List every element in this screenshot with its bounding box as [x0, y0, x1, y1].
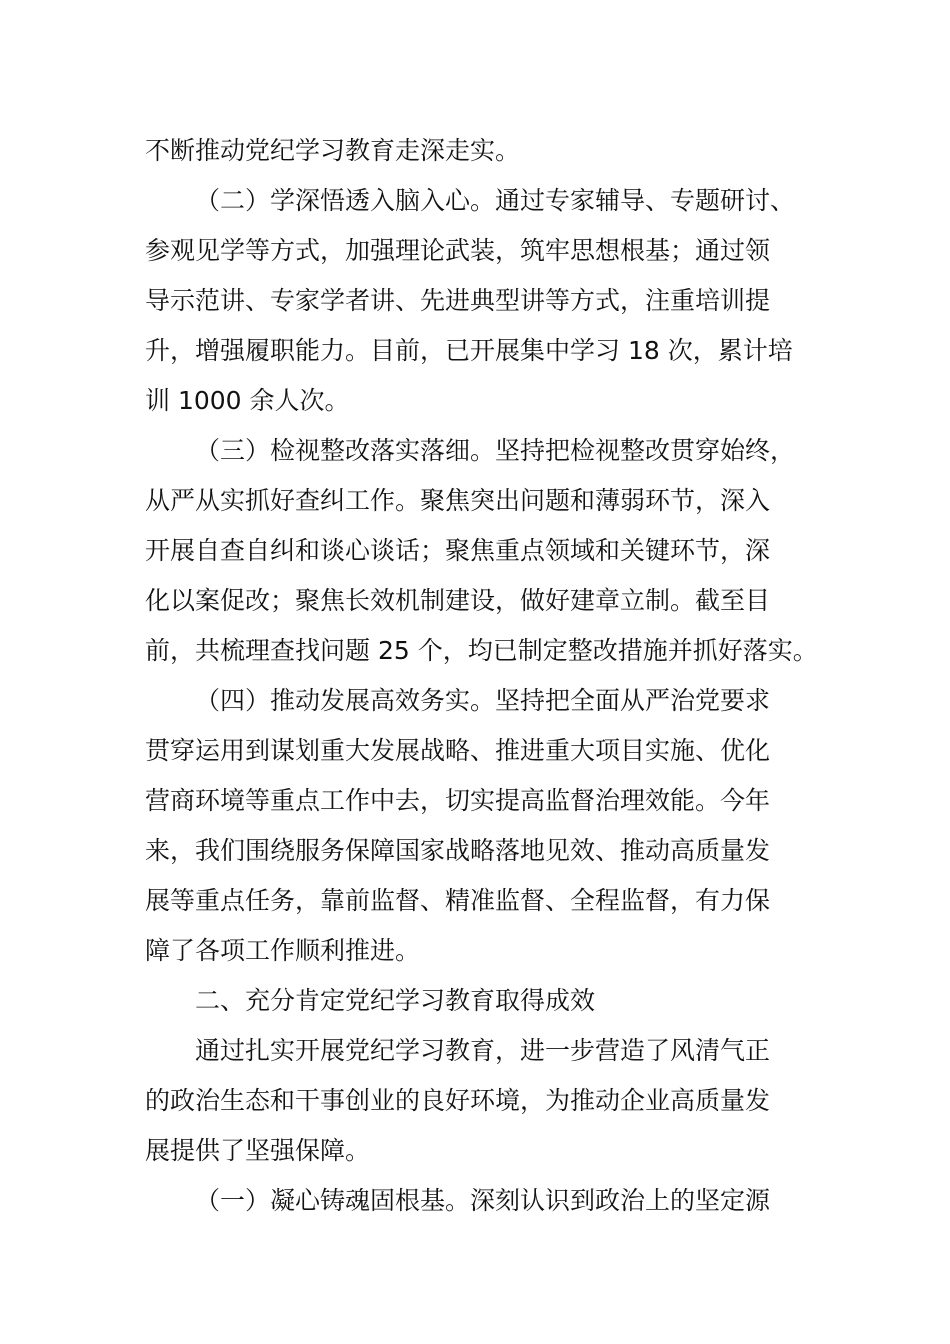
text-line: 不断推动党纪学习教育走深走实。: [145, 136, 521, 165]
text-line: 前，共梳理查找问题 25 个，均已制定整改措施并抓好落实。: [145, 636, 818, 665]
text-line: 障了各项工作顺利推进。: [145, 936, 421, 965]
text-line: 来，我们围绕服务保障国家战略落地见效、推动高质量发: [145, 836, 771, 865]
text-line: 展提供了坚强保障。: [145, 1136, 371, 1165]
text-line: 开展自查自纠和谈心谈话；聚焦重点领域和关键环节，深: [145, 536, 771, 565]
text-line: 升，增强履职能力。目前，已开展集中学习 18 次，累计培: [145, 336, 793, 365]
text-line: 导示范讲、专家学者讲、先进典型讲等方式，注重培训提: [145, 286, 771, 315]
section-heading-line: （三）检视整改落实落细。坚持把检视整改贯穿始终，: [195, 436, 796, 465]
text-line: 营商环境等重点工作中去，切实提高监督治理效能。今年: [145, 786, 771, 815]
text-line: 展等重点任务，靠前监督、精准监督、全程监督，有力保: [145, 886, 771, 915]
text-line: 的政治生态和干事创业的良好环境，为推动企业高质量发: [145, 1086, 771, 1115]
text-line: 训 1000 余人次。: [145, 386, 350, 415]
text-line: 贯穿运用到谋划重大发展战略、推进重大项目实施、优化: [145, 736, 771, 765]
chapter-heading-line: 二、充分肯定党纪学习教育取得成效: [195, 986, 596, 1015]
section-heading-line: （四）推动发展高效务实。坚持把全面从严治党要求: [195, 686, 771, 715]
text-line: 化以案促改；聚焦长效机制建设，做好建章立制。截至目: [145, 586, 771, 615]
text-line: 参观见学等方式，加强理论武装，筑牢思想根基；通过领: [145, 236, 771, 265]
section-heading-line: （二）学深悟透入脑入心。通过专家辅导、专题研讨、: [195, 186, 796, 215]
paragraph-start-line: 通过扎实开展党纪学习教育，进一步营造了风清气正: [195, 1036, 771, 1065]
text-line: 从严从实抓好查纠工作。聚焦突出问题和薄弱环节，深入: [145, 486, 771, 515]
section-heading-line: （一）凝心铸魂固根基。深刻认识到政治上的坚定源: [195, 1186, 771, 1215]
